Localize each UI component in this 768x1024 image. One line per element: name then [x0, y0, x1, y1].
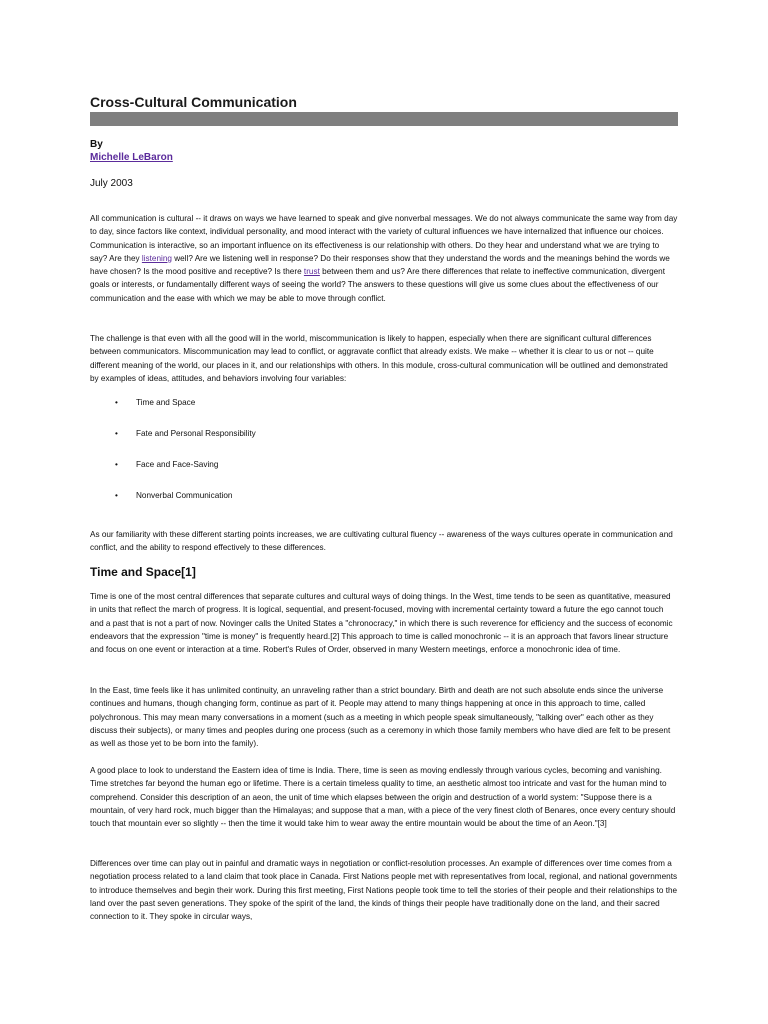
publication-date: July 2003 — [90, 178, 133, 189]
list-item-label: Nonverbal Communication — [136, 491, 233, 500]
trust-link[interactable]: trust — [303, 267, 320, 277]
listening-link[interactable]: listening — [141, 253, 172, 263]
time-space-paragraph-3: A good place to look to understand the Eastern idea of time is India. There, time is seen as moving endlessly through various cycles, becoming and vanishing. Time stretches far beyond the human ego or lifetime. There is a certain timeless quality to time, an aesthetic almost too intricate and vast for the human mind to comprehend. Consider this description of an aeon, the unit of time which elapses between the origin and destruction of a world system: "Suppose there is a mountain, of very hard rock, much bigger than the Himalayas; and suppose that a man, with a piece of the very finest cloth of Benares, once every century should touch that mountain ever so slightly -- then the time it would take him to wear away the entire mountain would be about the time of an Aeon."[3] — [90, 766, 676, 829]
list-item-label: Face and Face-Saving — [136, 460, 219, 469]
variables-list — [90, 396, 490, 520]
list-item — [90, 427, 490, 458]
bullet-icon: • — [115, 429, 118, 438]
list-item-label: Time and Space — [136, 398, 196, 407]
bullet-icon: • — [115, 398, 118, 407]
intro-text-part-2: well? Are we listening well in response? Do their responses show that they understand the words and the meanings behind the words we have chosen? Is the mood positive and receptive? Is there — [90, 253, 670, 277]
list-item-label: Fate and Personal Responsibility — [136, 429, 256, 438]
section-heading-time-space: Time and Space[1] — [90, 565, 196, 579]
time-space-paragraph-1: Time is one of the most central differences that separate cultures and cultural ways of doing things. In the West, time tends to be seen as quantitative, measured in units that reflect the march of progress. It is logical, sequential, and present-focused, moving with incremental certainty toward a future the ego cannot touch and a past that is not a part of now. Novinger calls the United States a "chronocracy," in which there is such reverence for efficiency and the success of economic endeavors that the expression "time is money" is frequently heard.[2] This approach to time is called monochronic -- it is an approach that favors linear structure and focus on one event or interaction at a time. Robert's Rules of Order, observed in many Western meetings, enforce a monochronic idea of time. — [90, 592, 673, 655]
intro-paragraph-2: The challenge is that even with all the good will in the world, miscommunication is likely to happen, especially when there are significant cultural differences between communicators. Miscommunication may lead to conflict, or aggravate conflict that already exists. We make -- whether it is clear to us or not -- quite different meaning of the world, our places in it, and our relationships with others. In this module, cross-cultural communication will be outlined and demonstrated by examples of ideas, attitudes, and behaviors involving four variables: — [90, 334, 668, 383]
bullet-icon: • — [115, 460, 118, 469]
intro-text-part-1: All communication is cultural -- it draws on ways we have learned to speak and give nonverbal messages. We do not always communicate the same way from day to day, since factors like context, individual personality, and mood interact with the variety of cultural influences we have internalized that influence our choices. Communication is interactive, so an important influence on its effectiveness is our relationship with others. Do they hear and understand what we are trying to say? Are they — [90, 214, 678, 263]
time-space-paragraph-4: Differences over time can play out in painful and dramatic ways in negotiation or conflict-resolution processes. An example of differences over time comes from a negotiation process related to a land claim that took place in Canada. First Nations people met with representatives from local, regional, and national governments to introduce themselves and begin their work. During this first meeting, First Nations people took time to tell the stories of their people and their relationships to the land over the past seven generations. They spoke of the spirit of the land, the kinds of things their people have traditionally done on the land, and their sacred connection to it. They spoke in circular ways, — [90, 859, 678, 922]
intro-paragraph-1 — [90, 212, 678, 305]
title-divider-bar — [90, 112, 678, 126]
time-space-paragraph-2: In the East, time feels like it has unlimited continuity, an unraveling rather than a strict boundary. Birth and death are not such absolute ends since the universe continues and humans, though changing form, continue as part of it. People may attend to many things happening at once in this approach to time, called polychronous. This may mean many conversations in a moment (such as a meeting in which people speak simultaneously, "talking over" each other as they discuss their subjects), or many times and peoples during one process (such as a ceremony in which those family members who have died are felt to be present as well as those yet to be born into the family). — [90, 686, 671, 749]
byline-label: By — [90, 139, 103, 150]
fluency-paragraph: As our familiarity with these different starting points increases, we are cultivating cultural fluency -- awareness of the ways cultures operate in communication and conflict, and the ability to respond effectively to these differences. — [90, 530, 673, 553]
intro-text-part-3: between them and us? Are there differences that relate to ineffective communication, divergent goals or interests, or fundamentally different ways of seeing the world? The answers to these questions will give us some clues about the effectiveness of our communication and the ease with which we may be able to move through conflict. — [90, 267, 666, 303]
list-item — [90, 489, 490, 520]
page-title: Cross-Cultural Communication — [90, 94, 297, 110]
author-link[interactable]: Michelle LeBaron — [90, 152, 173, 163]
list-item — [90, 458, 490, 489]
bullet-icon: • — [115, 491, 118, 500]
list-item — [90, 396, 490, 427]
